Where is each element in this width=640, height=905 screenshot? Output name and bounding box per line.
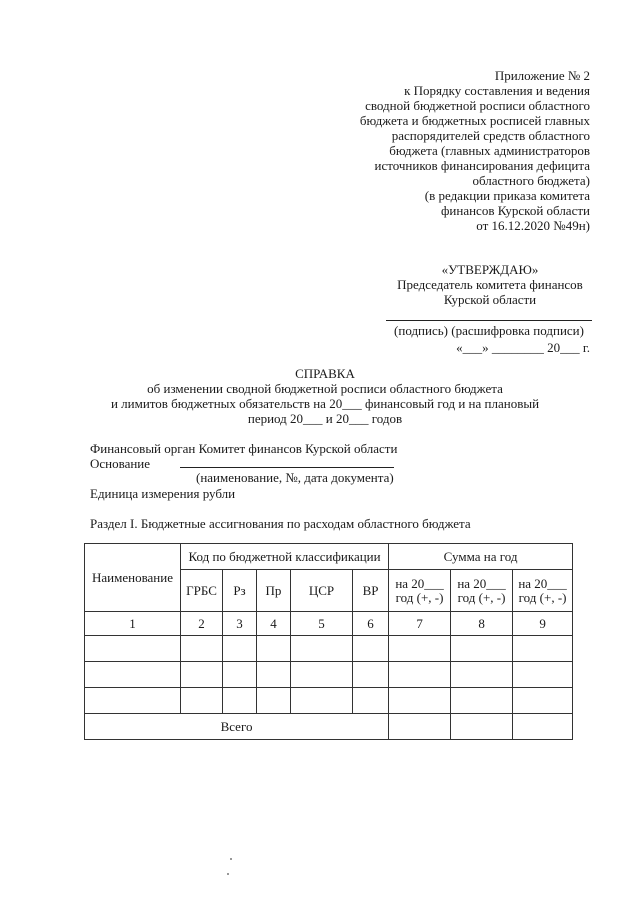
total-row — [85, 714, 573, 740]
appendix-line: Приложение № 2 — [494, 68, 590, 83]
unit-of-measure: Единица измерения рубли — [90, 486, 236, 501]
appendix-line: бюджета (главных администраторов — [389, 143, 590, 158]
table-row — [85, 662, 573, 688]
header-sum-year-3: на 20___ год (+, -) — [513, 570, 573, 612]
header-name: Наименование — [85, 544, 181, 612]
section-title: Раздел I. Бюджетные ассигнования по расходам областного бюджета — [90, 516, 471, 531]
header-vr: ВР — [353, 570, 389, 612]
table-row — [85, 688, 573, 714]
approval-date-line: «___» ________ 20___ г. — [456, 340, 590, 355]
column-number: 8 — [451, 612, 513, 636]
appendix-line: сводной бюджетной росписи областного — [365, 98, 590, 113]
header-sum-group: Сумма на год — [389, 544, 573, 570]
scan-speck — [227, 873, 229, 875]
appendix-line: бюджета и бюджетных росписей главных — [359, 113, 590, 128]
scan-speck — [230, 858, 232, 860]
header-csr: ЦСР — [291, 570, 353, 612]
column-number: 9 — [513, 612, 573, 636]
column-number: 1 — [85, 612, 181, 636]
column-number: 6 — [353, 612, 389, 636]
financial-body: Финансовый орган Комитет финансов Курской области — [90, 441, 398, 456]
header-sum-year-2: на 20___ год (+, -) — [451, 570, 513, 612]
title-line: период 20___ и 20___ годов — [247, 411, 403, 426]
approval-position: Председатель комитета финансов — [397, 277, 583, 292]
total-label: Всего — [85, 714, 389, 740]
column-number: 2 — [181, 612, 223, 636]
appendix-line: распорядителей средств областного — [391, 128, 590, 143]
appendix-line: к Порядку составления и ведения — [404, 83, 590, 98]
column-number: 7 — [389, 612, 451, 636]
appendix-line: источников финансирования дефицита — [374, 158, 590, 173]
appendix-line: от 16.12.2020 №49н) — [476, 218, 590, 233]
budget-table — [84, 543, 573, 740]
header-rz: Рз — [223, 570, 257, 612]
basis-underline — [180, 467, 394, 468]
appendix-line: областного бюджета) — [472, 173, 590, 188]
table-row — [85, 636, 573, 662]
column-number-row — [85, 612, 573, 636]
approval-heading: «УТВЕРЖДАЮ» — [441, 262, 539, 277]
column-number: 5 — [291, 612, 353, 636]
appendix-line: финансов Курской области — [440, 203, 590, 218]
header-pr: Пр — [257, 570, 291, 612]
header-code-group: Код по бюджетной классификации — [181, 544, 389, 570]
title-line: и лимитов бюджетных обязательств на 20___ финансовый год и на плановый — [110, 396, 540, 411]
signature-caption: (подпись) (расшифровка подписи) — [386, 320, 592, 338]
header-sum-year-1: на 20___ год (+, -) — [389, 570, 451, 612]
column-number: 4 — [257, 612, 291, 636]
appendix-line: (в редакции приказа комитета — [424, 188, 590, 203]
title-line: об изменении сводной бюджетной росписи областного бюджета — [147, 381, 503, 396]
approval-organization: Курской области — [443, 292, 537, 307]
appendix-header — [330, 68, 590, 233]
column-number: 3 — [223, 612, 257, 636]
title-main: СПРАВКА — [295, 366, 355, 381]
basis-caption: (наименование, №, дата документа) — [196, 470, 394, 485]
basis-label: Основание — [90, 456, 151, 471]
approval-block — [380, 262, 600, 307]
header-grbs: ГРБС — [181, 570, 223, 612]
document-title — [90, 366, 560, 426]
